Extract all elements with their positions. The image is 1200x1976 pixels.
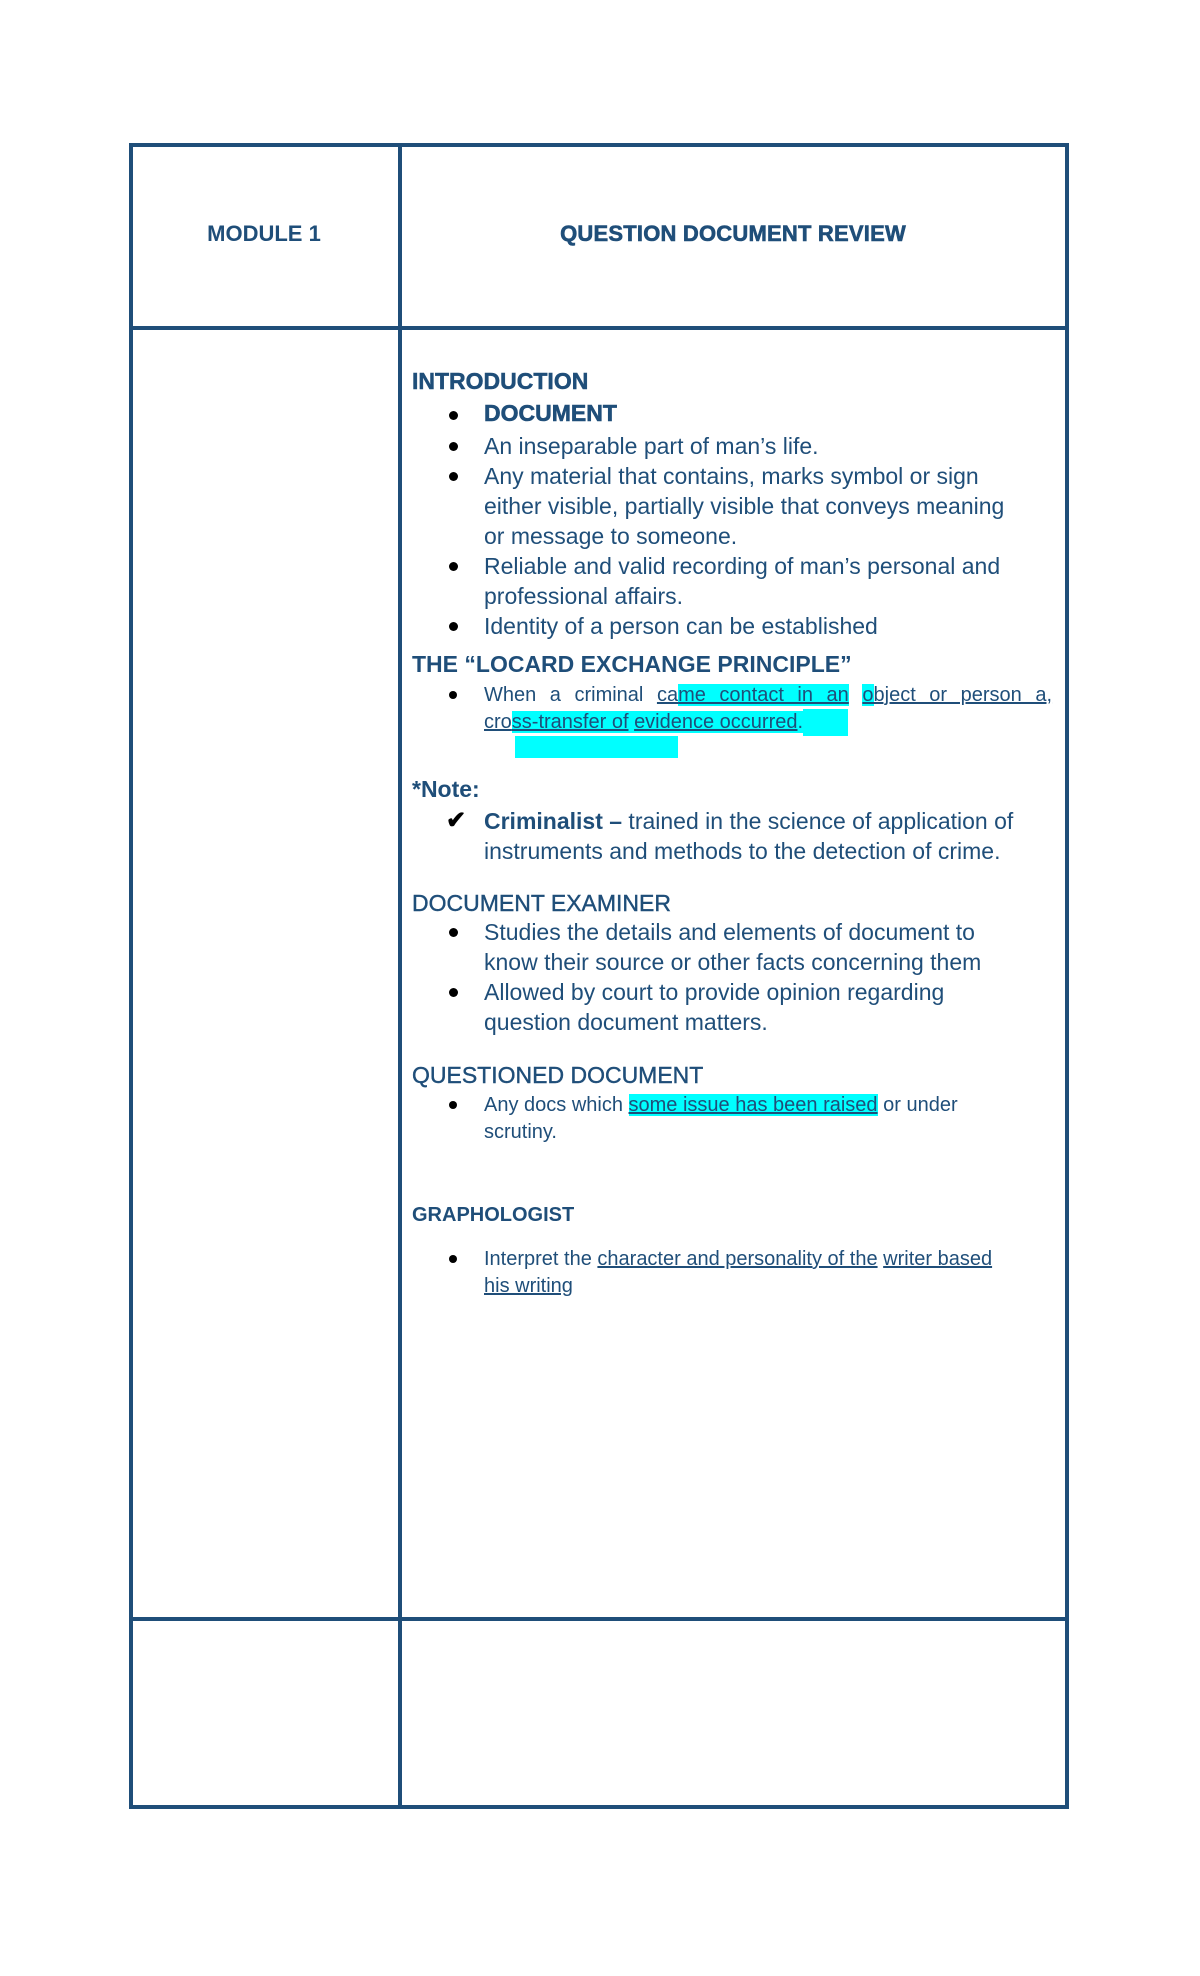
list-item-text: Any material that contains, marks symbol or sign bbox=[484, 463, 979, 489]
criminalist-line-1: Criminalist – trained in the science of application of bbox=[484, 808, 1014, 834]
questioned-line-1: Any docs which some issue has been raised or under bbox=[484, 1094, 958, 1116]
module-label: MODULE 1 bbox=[207, 221, 321, 246]
bullet-icon bbox=[449, 411, 458, 420]
bullet-icon bbox=[449, 622, 458, 631]
list-item-text: professional affairs. bbox=[484, 583, 684, 609]
bullet-icon bbox=[449, 562, 458, 571]
graphologist-line-2: his writing bbox=[484, 1275, 573, 1297]
bullet-icon bbox=[449, 472, 458, 481]
list-item-text: Studies the details and elements of document to bbox=[484, 919, 975, 945]
questioned-heading: QUESTIONED DOCUMENT bbox=[412, 1062, 704, 1088]
document-label: DOCUMENT bbox=[484, 400, 617, 426]
list-item-text: Allowed by court to provide opinion regarding bbox=[484, 979, 945, 1005]
bullet-icon bbox=[449, 988, 458, 997]
list-item-text: Reliable and valid recording of man’s personal and bbox=[484, 553, 1001, 579]
introduction-heading: INTRODUCTION bbox=[412, 368, 589, 394]
list-item-text: question document matters. bbox=[484, 1009, 768, 1035]
graphologist-line-1: Interpret the character and personality of the writer based bbox=[484, 1248, 993, 1270]
page-title: QUESTION DOCUMENT REVIEW bbox=[560, 221, 906, 246]
bullet-icon bbox=[449, 928, 458, 937]
list-item-text: Identity of a person can be established bbox=[484, 613, 878, 639]
list-item-text: An inseparable part of man’s life. bbox=[484, 433, 819, 459]
highlight-block bbox=[515, 736, 678, 758]
bullet-icon bbox=[449, 691, 457, 699]
questioned-line-2: scrutiny. bbox=[484, 1121, 557, 1143]
criminalist-line-2: instruments and methods to the detection of crime. bbox=[484, 838, 1001, 864]
locard-line-2: cross-transfer of evidence occurred. bbox=[484, 709, 1052, 736]
bullet-icon bbox=[449, 1255, 457, 1263]
graphologist-heading: GRAPHOLOGIST bbox=[412, 1204, 575, 1226]
bullet-icon bbox=[449, 1101, 457, 1109]
bullet-icon bbox=[449, 442, 458, 451]
note-heading: *Note: bbox=[412, 776, 480, 802]
list-item-text: know their source or other facts concerning them bbox=[484, 949, 982, 975]
locard-heading: THE “LOCARD EXCHANGE PRINCIPLE” bbox=[412, 651, 852, 677]
locard-line-1: When a criminal came contact in an object or person a, bbox=[484, 684, 1053, 706]
list-item-text: or message to someone. bbox=[484, 523, 738, 549]
checkmark-icon: ✔ bbox=[446, 807, 467, 834]
examiner-heading: DOCUMENT EXAMINER bbox=[412, 890, 671, 916]
list-item-text: either visible, partially visible that conveys meaning bbox=[484, 493, 1005, 519]
